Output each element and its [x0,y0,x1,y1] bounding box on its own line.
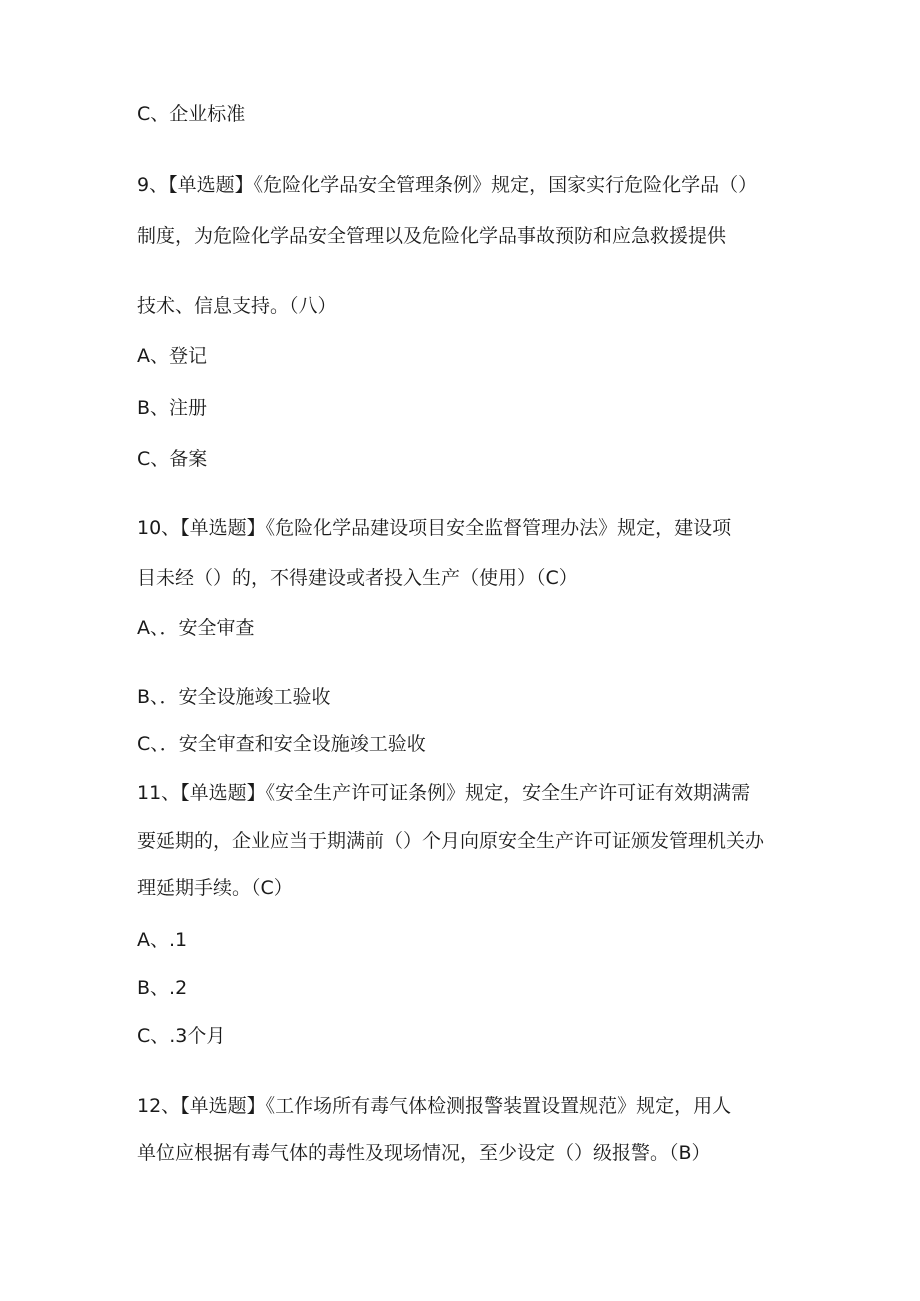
q10-option-c: C、．安全审查和安全设施竣工验收 [137,733,426,755]
q9-option-c: C、备案 [137,448,208,470]
q11-option-b: B、.2 [137,977,188,999]
q12-stem-line-2: 单位应根据有毒气体的毒性及现场情况，至少设定（）级报警。（B） [137,1142,711,1164]
q9-stem-line-3: 技术、信息支持。（八） [137,295,337,317]
q9-stem-line-2: 制度，为危险化学品安全管理以及危险化学品事故预防和应急救援提供 [137,225,727,247]
q11-stem-line-1: 11、【单选题】《安全生产许可证条例》规定，安全生产许可证有效期满需 [137,782,751,804]
q9-option-b: B、注册 [137,397,208,419]
q8-option-c: C、企业标准 [137,103,246,125]
q10-stem-line-1: 10、【单选题】《危险化学品建设项目安全监督管理办法》规定，建设项 [137,517,732,539]
q11-stem-line-2: 要延期的，企业应当于期满前（）个月向原安全生产许可证颁发管理机关办 [137,830,765,852]
q12-stem-line-1: 12、【单选题】《工作场所有毒气体检测报警装置设置规范》规定，用人 [137,1095,732,1117]
q10-stem-line-2: 目未经（）的，不得建设或者投入生产（使用）（C） [137,567,578,589]
q11-option-a: A、.1 [137,929,188,951]
q10-option-a: A、．安全审查 [137,617,255,639]
q9-option-a: A、登记 [137,345,207,367]
q9-stem-line-1: 9、【单选题】《危险化学品安全管理条例》规定，国家实行危险化学品（） [137,174,758,196]
q11-stem-line-3: 理延期手续。（C） [137,877,293,899]
q11-option-c: C、.3个月 [137,1025,226,1047]
q10-option-b: B、．安全设施竣工验收 [137,686,331,708]
